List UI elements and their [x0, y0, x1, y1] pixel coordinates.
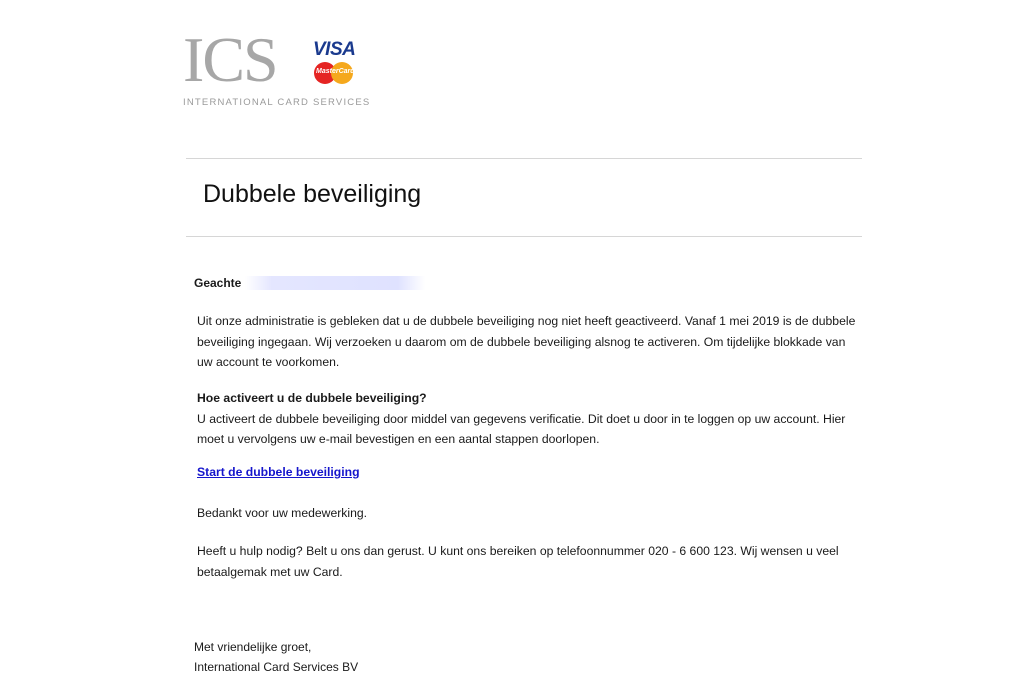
closing-text: Met vriendelijke groet,	[194, 640, 312, 654]
logo-subtitle: INTERNATIONAL CARD SERVICES	[183, 97, 371, 108]
divider-bottom	[186, 236, 862, 237]
thanks-text: Bedankt voor uw medewerking.	[197, 506, 368, 520]
howto-section	[197, 388, 857, 450]
mastercard-logo	[314, 62, 356, 84]
company-name: International Card Services BV	[194, 660, 359, 674]
howto-text: U activeert de dubbele beveiliging door middel van gegevens verificatie. Dit doet u door in te loggen op uw account. Hier moet u vervolgens uw e-mail bevestigen en een aantal stappen doorlopen.	[197, 411, 846, 446]
intro-paragraph: Uit onze administratie is gebleken dat u de dubbele beveiliging nog niet heeft geactiveerd. Vanaf 1 mei 2019 is de dubbele beveiliging ingegaan. Wij verzoeken u daarom om de dubbele beveiliging alsnog te activeren. Om tijdelijke blokkade van uw account te voorkomen.	[197, 314, 856, 369]
help-paragraph: Heeft u hulp nodig? Belt u ons dan gerust. U kunt ons bereiken op telefoonnummer 020 - 6 600 123. Wij wensen u veel betaalgemak met uw Card.	[197, 544, 839, 579]
divider-top	[186, 158, 862, 159]
ics-logo	[183, 24, 373, 114]
visa-logo: VISA	[313, 39, 356, 60]
logo-ics-text: ICS	[183, 24, 277, 95]
redacted-name	[245, 276, 425, 290]
greeting-label: Geachte	[194, 276, 242, 290]
howto-heading: Hoe activeert u de dubbele beveiliging?	[197, 391, 427, 405]
greeting	[194, 276, 425, 290]
start-security-link[interactable]: Start de dubbele beveiliging	[197, 465, 360, 479]
page-title: Dubbele beveiliging	[203, 180, 422, 208]
mastercard-text: MasterCard	[316, 68, 355, 75]
signature	[194, 637, 358, 677]
